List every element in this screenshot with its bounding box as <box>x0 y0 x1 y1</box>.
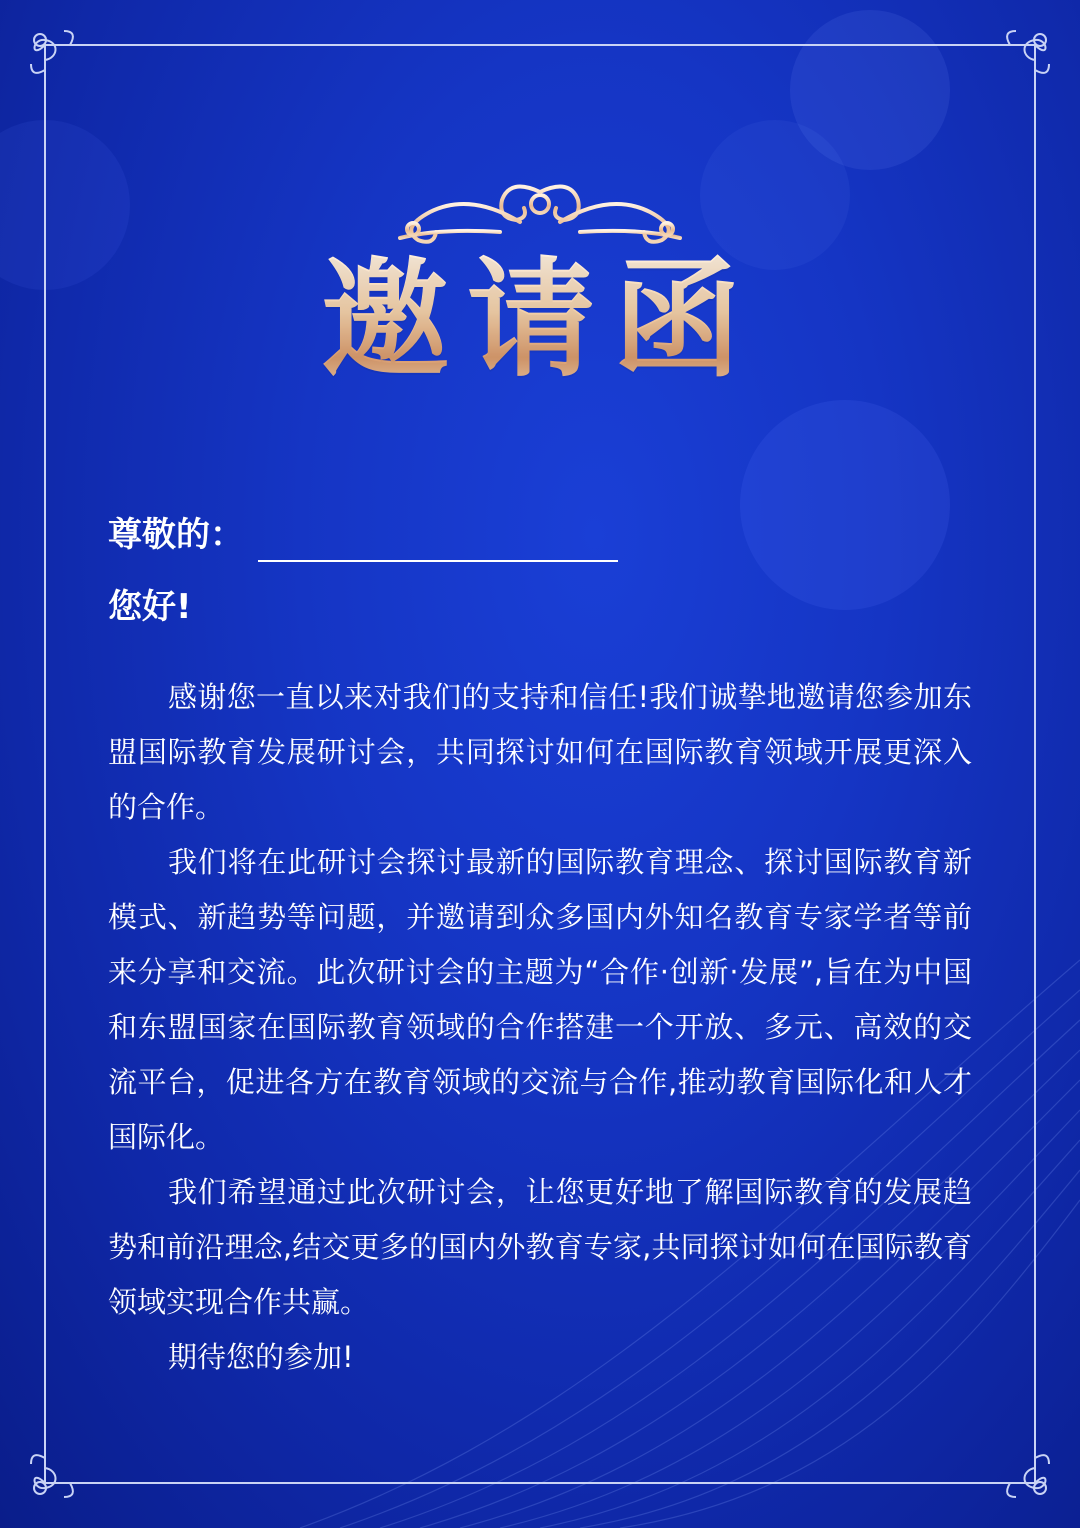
paragraph: 我们希望通过此次研讨会，让您更好地了解国际教育的发展趋势和前沿理念,结交更多的国内外教育专家,共同探讨如何在国际教育领域实现合作共赢。 <box>108 1175 972 1319</box>
corner-flourish-icon <box>31 31 73 73</box>
greeting: 您好! <box>108 587 192 627</box>
salutation <box>108 510 618 562</box>
salutation-text: 尊敬的： <box>108 515 244 555</box>
recipient-name-blank <box>258 560 618 562</box>
page-title: 邀请函 <box>0 245 1080 395</box>
corner-flourish-icon <box>1007 31 1049 73</box>
corner-flourish-icon <box>1007 1455 1049 1497</box>
paragraph: 期待您的参加! <box>168 1340 354 1374</box>
title-ornament-icon <box>400 187 680 242</box>
paragraph: 我们将在此研讨会探讨最新的国际教育理念、探讨国际教育新模式、新趋势等问题，并邀请到众多国内外知名教育专家学者等前来分享和交流。此次研讨会的主题为“合作·创新·发展”,旨在为中国和东盟国家在国际教育领域的合作搭建一个开放、多元、高效的交流平台，促进各方在教育领域的交流与合作,推动教育国际化和人才国际化。 <box>108 845 972 1154</box>
paragraph: 感谢您一直以来对我们的支持和信任!我们诚挚地邀请您参加东盟国际教育发展研讨会，共同探讨如何在国际教育领域开展更深入的合作。 <box>108 680 972 824</box>
letter-body <box>108 670 972 1385</box>
corner-flourish-icon <box>31 1455 73 1497</box>
